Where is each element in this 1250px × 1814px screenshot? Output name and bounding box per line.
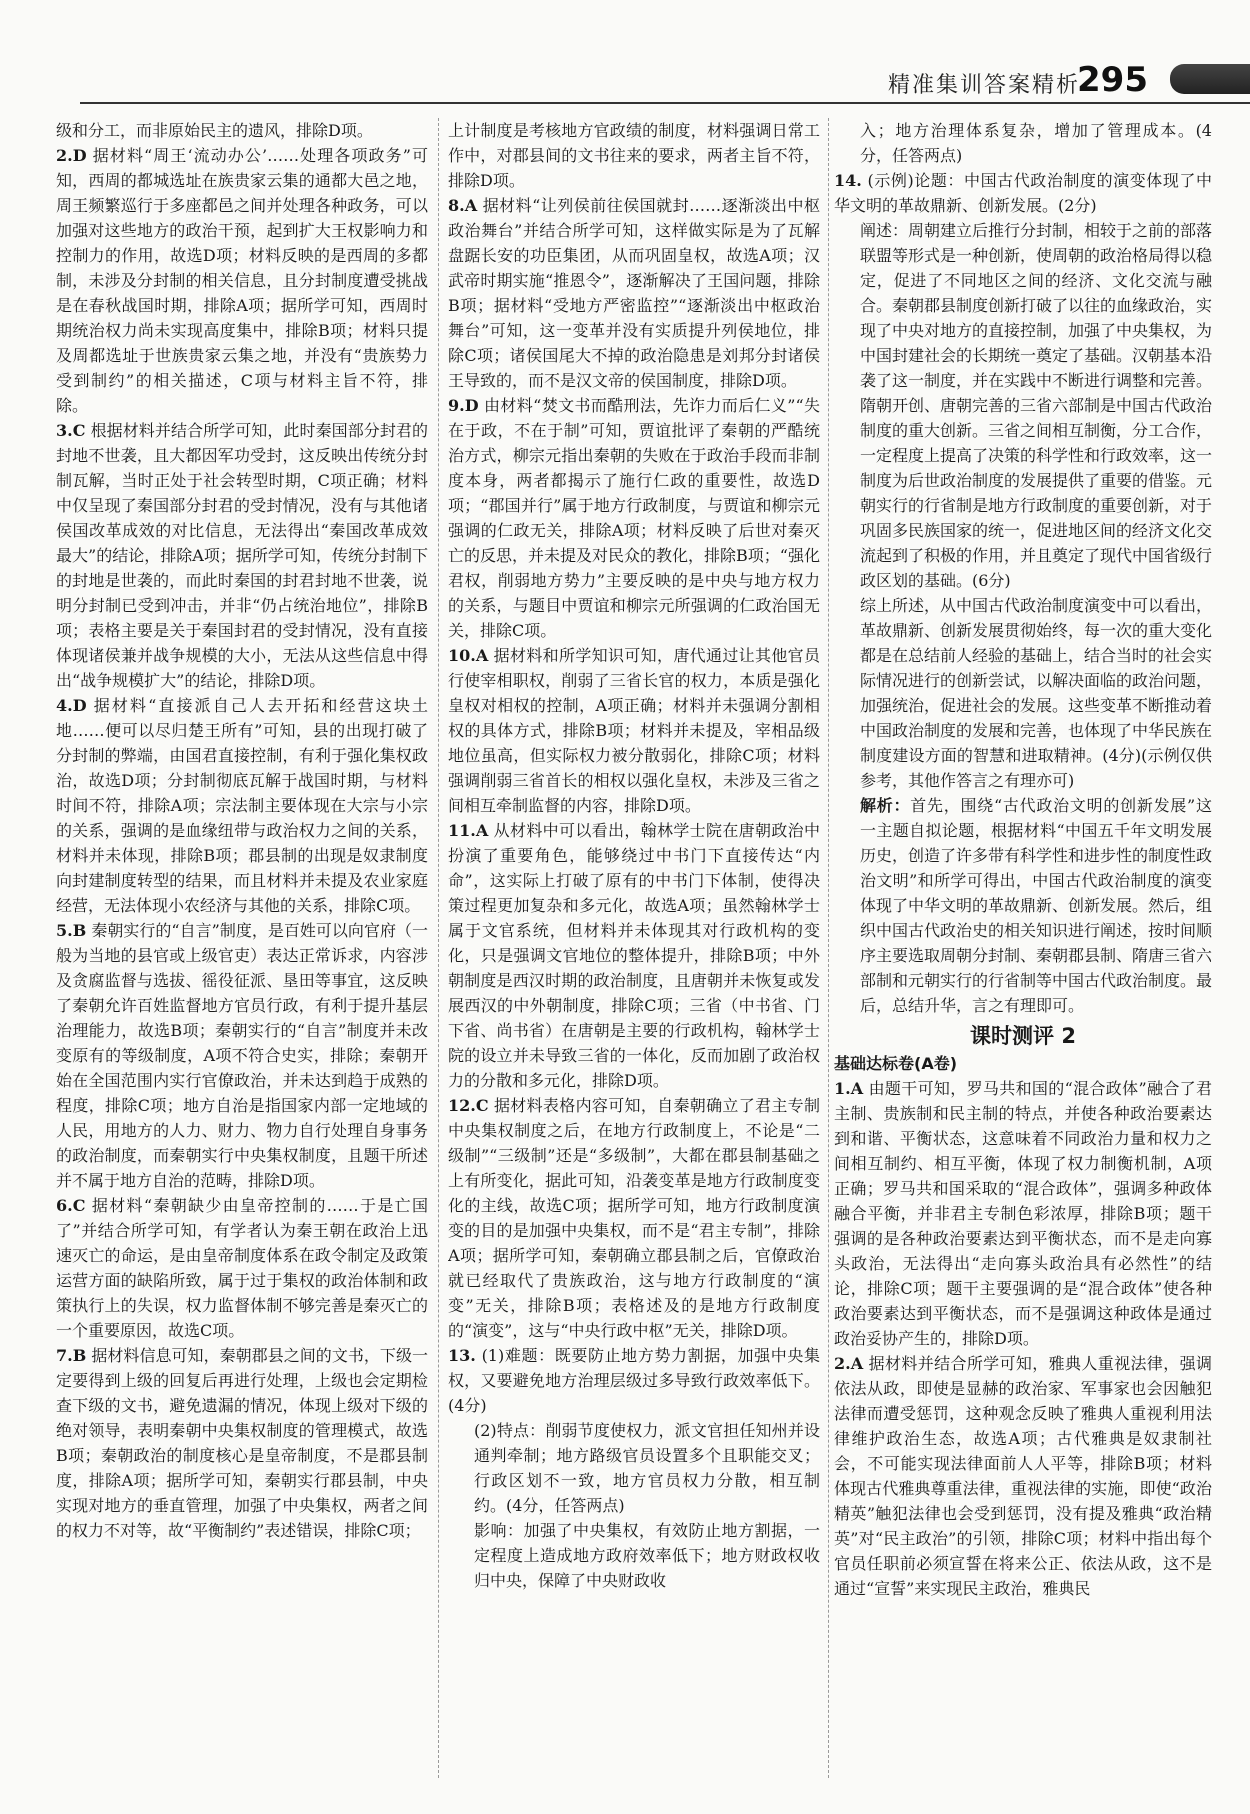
header-rule — [80, 102, 1250, 104]
column-right — [834, 118, 1212, 1798]
answer-text: 根据材料并结合所学可知，此时秦国部分封君的封地不世袭，且大都因军功受封，这反映出传统分封制瓦解，当时正处于社会转型时期，C项正确；材料中仅呈现了秦国部分封君的受封情况，没有与其他诸侯国改革成效的对比信息，无法得出“秦国改革成效最大”的结论，排除A项；据所学可知，传统分封制下的封地是世袭的，而此时秦国的封君封地不世袭，说明分封制已受到冲击，并非“仍占统治地位”，排除B项；表格主要是关于秦国封君的受封情况，没有直接体现诸侯兼并战争规模的大小，无法从这些信息中得出“战争规模扩大”的结论，排除D项。 — [56, 421, 428, 690]
answer-number: 10.A — [448, 646, 489, 665]
answer-item — [56, 143, 428, 418]
answer-text: (示例)论题：中国古代政治制度的演变体现了中华文明的革故鼎新、创新发展。(2分) — [834, 171, 1212, 215]
answer-text: 据材料表格内容可知，自秦朝确立了君主专制中央集权制度之后，在地方行政制度上，不论是“二级制”“三级制”还是“多级制”，大都在郡县制基础之上有所变化，据此可知，沿袭变革是地方行政制度变化的主线，故选C项；据所学可知，地方行政制度演变的目的是加强中央集权，而不是“君主专制”，排除A项；据所学可知，秦朝确立郡县制之后，官僚政治就已经取代了贵族政治，这与地方行政制度的“演变”无关，排除B项；表格述及的是地方行政制度的“演变”，这与“中央行政中枢”无关，排除D项。 — [448, 1096, 820, 1340]
answer-text: 秦朝实行的“自言”制度，是百姓可以向官府（一般为当地的县官或上级官吏）表达正常诉求，内容涉及贪腐监督与选拔、徭役征派、垦田等事宜，这反映了秦朝允许百姓监督地方官员行政，有利于提升基层治理能力，故选B项；秦朝实行的“自言”制度并未改变原有的等级制度，A项不符合史实，排除；秦朝开始在全国范围内实行官僚政治，并未达到趋于成熟的程度，排除C项；地方自治是指国家内部一定地域的人民，用地方的人力、财力、物力自行处理自身事务的政治制度，而秦朝实行中央集权制度，且题干所述并不属于地方自治的范畴，排除D项。 — [56, 921, 428, 1190]
answer-text: 阐述：周朝建立后推行分封制，相较于之前的部落联盟等形式是一种创新，使周朝的政治格局得以稳定，促进了不同地区之间的经济、文化交流与融合。秦朝郡县制度创新打破了以往的血缘政治，实现了中央对地方的直接控制，加强了中央集权，为中国封建社会的长期统一奠定了基础。汉朝基本沿袭了这一制度，并在实践中不断进行调整和完善。隋朝开创、唐朝完善的三省六部制是中国古代政治制度的重大创新。三省之间相互制衡，分工合作，一定程度上提高了决策的科学性和行政效率，这一制度为后世政治制度的发展提供了重要的借鉴。元朝实行的行省制是地方行政制度的重要创新，对于巩固多民族国家的统一，促进地区间的经济文化交流起到了积极的作用，并且奠定了现代中国省级行政区划的基础。(6分) — [860, 221, 1212, 590]
answer-text: 由材料“焚文书而酷刑法，先诈力而后仁义”“失在于政，不在于制”可知，贾谊批评了秦朝的严酷统治方式，柳宗元指出秦朝的失败在于政治手段而非制度本身，两者都揭示了施行仁政的重要性，故选D项；“郡国并行”属于地方行政制度，与贾谊和柳宗元强调的仁政无关，排除A项；材料反映了后世对秦灭亡的反思，并未提及对民众的教化，排除B项；“强化君权，削弱地方势力”主要反映的是中央与地方权力的关系，与题目中贾谊和柳宗元所强调的仁政治国无关，排除C项。 — [448, 396, 820, 640]
answer-text: 据材料和所学知识可知，唐代通过让其他官员行使宰相职权，削弱了三省长官的权力，本质是强化皇权对相权的控制，A项正确；材料并未强调分割相权的具体方式，排除B项；材料并未提及，宰相品级地位虽高，但实际权力被分散弱化，排除C项；材料强调削弱三省首长的相权以强化皇权，未涉及三省之间相互牵制监督的内容，排除D项。 — [448, 646, 820, 815]
answer-item — [448, 1518, 820, 1593]
answer-item — [448, 1093, 820, 1343]
answer-number: 11.A — [448, 821, 489, 840]
answer-text: 上计制度是考核地方官政绩的制度，材料强调日常工作中，对郡县间的文书往来的要求，两者主旨不符，排除D项。 — [448, 121, 820, 190]
answer-item — [56, 1193, 428, 1343]
answer-item — [448, 643, 820, 818]
answer-item — [834, 168, 1212, 218]
answer-text: 据材料“秦朝缺少由皇帝控制的……于是亡国了”并结合所学可知，有学者认为秦王朝在政治上迅速灭亡的命运，是由皇帝制度体系在政令制定及政策运营方面的缺陷所致，属于过于集权的政治体制和政策执行上的失误，权力监督体制不够完善是秦灭亡的一个重要原因，故选C项。 — [56, 1196, 428, 1340]
answer-number: 4.D — [56, 696, 87, 715]
page-header — [0, 58, 1250, 108]
column-middle — [448, 118, 820, 1798]
page-number: 295 — [1077, 60, 1148, 100]
answer-item — [448, 1418, 820, 1518]
answer-number: 2.A — [834, 1354, 864, 1373]
answer-text: 影响：加强了中央集权，有效防止地方割据，一定程度上造成地方政府效率低下；地方财政权收归中央，保障了中央财政收 — [474, 1521, 820, 1590]
answer-number: 13. — [448, 1346, 476, 1365]
answer-number: 9.D — [448, 396, 479, 415]
answer-item — [834, 593, 1212, 793]
column-left — [56, 118, 428, 1798]
answer-number: 2.D — [56, 146, 87, 165]
answer-item — [56, 118, 428, 143]
answer-number: 5.B — [56, 921, 87, 940]
analysis-label: 解析： — [860, 796, 911, 815]
answer-text: 首先，围绕“古代政治文明的创新发展”这一主题自拟论题，根据材料“中国五千年文明发展历史，创造了许多带有科学性和进步性的制度性政治文明”和所学可得出，中国古代政治制度的演变体现了中华文明的革故鼎新、创新发展。然后，组织中国古代政治史的相关知识进行阐述，按时间顺序主要选取周朝分封制、秦朝郡县制、隋唐三省六部制和元朝实行的行省制等中国古代政治制度。最后，总结升华，言之有理即可。 — [860, 796, 1212, 1015]
answer-text: 据材料“让列侯前往侯国就封……逐渐淡出中枢政治舞台”并结合所学可知，这样做实际是为了瓦解盘踞长安的功臣集团，从而巩固皇权，故选A项；汉武帝时期实施“推恩令”，逐渐解决了王国问题，排除B项；据材料“受地方严密监控”“逐渐淡出中枢政治舞台”可知，这一变革并没有实质提升列侯地位，排除C项；诸侯国尾大不掉的政治隐患是刘邦分封诸侯王导致的，而不是汉文帝的侯国制度，排除D项。 — [448, 196, 820, 390]
answer-item — [448, 1343, 820, 1418]
answer-item — [834, 793, 1212, 1018]
answer-text: 据材料“周王‘流动办公’……处理各项政务”可知，西周的都城选址在族贵家云集的通都大邑之地，周王频繁巡行于多座都邑之间并处理各种政务，可以加强对这些地方的政治干预，起到扩大王权影响力和控制力的作用，故选D项；材料反映的是西周的多都制，未涉及分封制的相关信息，且分封制度遭受挑战是在春秋战国时期，排除A项；据所学可知，西周时期统治权力尚未实现高度集中，排除B项；材料只提及周都选址于世族贵家云集之地，并没有“贵族势力受到制约”的相关描述，C项与材料主旨不符，排除。 — [56, 146, 428, 415]
section-subtitle: 基础达标卷(A卷) — [834, 1054, 958, 1073]
answer-item — [448, 818, 820, 1093]
answer-number: 8.A — [448, 196, 478, 215]
answer-number: 3.C — [56, 421, 86, 440]
answer-item — [834, 218, 1212, 593]
answer-item — [834, 118, 1212, 168]
answer-item — [56, 1343, 428, 1543]
answer-item — [834, 1076, 1212, 1351]
column-divider — [438, 118, 439, 1778]
answer-text: (2)特点：削弱节度使权力，派文官担任知州并设通判牵制；地方路级官员设置多个且职能交叉；行政区划不一致，地方官员权力分散，相互制约。(4分，任答两点) — [474, 1421, 820, 1515]
answer-item — [56, 418, 428, 693]
answer-text: (1)难题：既要防止地方势力割据，加强中央集权，又要避免地方治理层级过多导致行政效率低下。(4分) — [448, 1346, 820, 1415]
answer-number: 12.C — [448, 1096, 489, 1115]
answer-text: 据材料并结合所学可知，雅典人重视法律，强调依法从政，即使是显赫的政治家、军事家也会因触犯法律而遭受惩罚，这种观念反映了雅典人重视利用法律维护政治生态，故选A项；古代雅典是奴隶制社会，不可能实现法律面前人人平等，排除B项；材料体现古代雅典尊重法律，重视法律的实施，即使“政治精英”触犯法律也会受到惩罚，没有提及雅典“政治精英”对“民主政治”的引领，排除C项；材料中指出每个官员任职前必须宣誓在将来公正、依法从政，这不是通过“宣誓”来实现民主政治，雅典民 — [834, 1354, 1212, 1598]
section-title: 课时测评 2 — [970, 1024, 1076, 1048]
answer-number: 7.B — [56, 1346, 87, 1365]
answer-item — [56, 693, 428, 918]
column-divider — [828, 118, 829, 1778]
answer-text: 级和分工，而非原始民主的遗风，排除D项。 — [56, 121, 373, 140]
header-tab-decoration — [1170, 64, 1250, 94]
answer-text: 入；地方治理体系复杂，增加了管理成本。(4分，任答两点) — [860, 121, 1212, 165]
answer-number: 6.C — [56, 1196, 86, 1215]
answer-number: 1.A — [834, 1079, 864, 1098]
header-title: 精准集训答案精析 — [887, 73, 1080, 98]
answer-item — [448, 118, 820, 193]
answer-number: 14. — [834, 171, 862, 190]
answer-text: 由题干可知，罗马共和国的“混合政体”融合了君主制、贵族制和民主制的特点，并使各种政治要素达到和谐、平衡状态，这意味着不同政治力量和权力之间相互制约、相互平衡，体现了权力制衡机制，A项正确；罗马共和国采取的“混合政体”，强调多种政体融合平衡，并非君主专制色彩浓厚，排除B项；题干强调的是各种政治要素达到平衡状态，而不是走向寡头政治，无法得出“走向寡头政治具有必然性”的结论，排除C项；题干主要强调的是“混合政体”使各种政治要素达到平衡状态，而不是强调这种政体是通过政治妥协产生的，排除D项。 — [834, 1079, 1212, 1348]
answer-text: 从材料中可以看出，翰林学士院在唐朝政治中扮演了重要角色，能够绕过中书门下直接传达“内命”，这实际上打破了原有的中书门下体制，使得决策过程更加复杂和多元化，故选A项；虽然翰林学士属于文官系统，但材料并未体现其对行政机构的变化，只是强调文官地位的整体提升，排除B项；中外朝制度是西汉时期的政治制度，且唐朝并未恢复或发展西汉的中外朝制度，排除C项；三省（中书省、门下省、尚书省）在唐朝是主要的行政机构，翰林学士院的设立并未导致三省的一体化，反而加剧了政治权力的分散和多元化，排除D项。 — [448, 821, 820, 1090]
answer-text: 据材料信息可知，秦朝郡县之间的文书，下级一定要得到上级的回复后再进行处理，上级也会定期检查下级的文书，避免遗漏的情况，体现上级对下级的绝对领导，表明秦朝中央集权制度的管理模式，故选B项；秦朝政治的制度核心是皇帝制度，不是郡县制度，排除A项；据所学可知，秦朝实行郡县制，中央实现对地方的垂直管理，加强了中央集权，两者之间的权力不对等，故“平衡制约”表述错误，排除C项； — [56, 1346, 428, 1540]
answer-item — [448, 193, 820, 393]
answer-text: 综上所述，从中国古代政治制度演变中可以看出，革故鼎新、创新发展贯彻始终，每一次的重大变化都是在总结前人经验的基础上，结合当时的社会实际情况进行的创新尝试，以解决面临的政治问题，加强统治，促进社会的发展。这些变革不断推动着中国政治制度的发展和完善，也体现了中华民族在制度建设方面的智慧和进取精神。(4分)(示例仅供参考，其他作答言之有理亦可) — [860, 596, 1212, 790]
answer-item — [448, 393, 820, 643]
answer-text: 据材料“直接派自己人去开拓和经营这块土地……便可以尽归楚王所有”可知，县的出现打破了分封制的弊端，由国君直接控制，有利于强化集权政治，故选D项；分封制彻底瓦解于战国时期，与材料时间不符，排除A项；宗法制主要体现在大宗与小宗的关系，强调的是血缘纽带与政治权力之间的关系，材料并未体现，排除B项；郡县制的出现是奴隶制度向封建制度转型的结果，而且材料并未提及农业家庭经营，无法体现小农经济与其他的关系，排除C项。 — [56, 696, 428, 915]
answer-item — [56, 918, 428, 1193]
answer-item — [834, 1351, 1212, 1601]
